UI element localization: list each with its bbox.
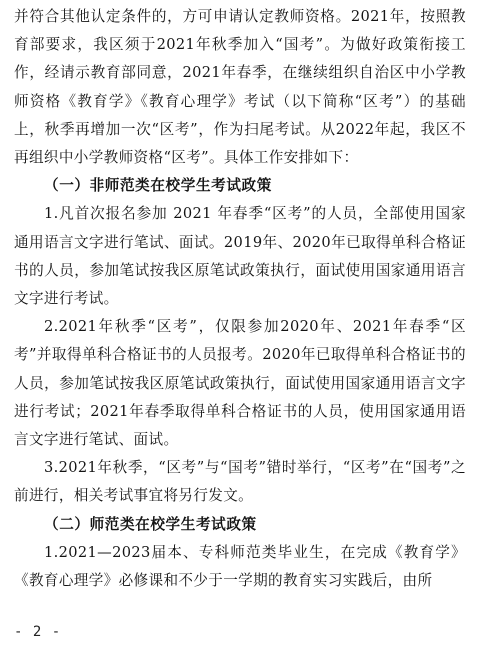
paragraph-item-1: 1.凡首次报名参加 2021 年春季“区考”的人员，全部使用国家通用语言文字进行笔试、面试。2019年、2020年已取得单科合格证书的人员，参加笔试按我区原笔试政策执行，面试使用国家通用语言文字进行考试。 <box>14 205 466 308</box>
page-number: - 2 - <box>14 624 62 640</box>
paragraph-normal-item-1: 1.2021—2023届本、专科师范类毕业生，在完成《教育学》《教育心理学》必修课和不少于一学期的教育实习实践后，由所 <box>14 543 466 590</box>
document-body <box>14 3 466 595</box>
paragraph-item-2: 2.2021年秋季“区考”，仅限参加2020年、2021年春季“区考”并取得单科合格证书的人员报考。2020年已取得单科合格证书的人员，参加笔试按我区原笔试政策执行，面试使用国家通用语言文字进行考试；2021年春季取得单科合格证书的人员，使用国家通用语言文字进行笔试、面试。 <box>14 318 466 449</box>
section-heading-non-normal-students: （一）非师范类在校学生考试政策 <box>44 177 272 195</box>
paragraph-policy-intro: 并符合其他认定条件的，方可申请认定教师资格。2021年，按照教育部要求，我区须于2021年秋季加入“国考”。为做好政策衔接工作，经请示教育部同意，2021年春季，在继续组织自治区中小学教师资格《教育学》《教育心理学》考试（以下简称“区考”）的基础上，秋季再增加一次“区考”，作为扫尾考试。从2022年起，我区不再组织中小学教师资格“区考”。具体工作安排如下： <box>14 8 466 167</box>
paragraph-item-3: 3.2021年秋季，“区考”与“国考”错时举行，“区考”在“国考”之前进行，相关考试事宜将另行发文。 <box>14 459 466 505</box>
section-heading-normal-students: （二）师范类在校学生考试政策 <box>44 515 257 533</box>
